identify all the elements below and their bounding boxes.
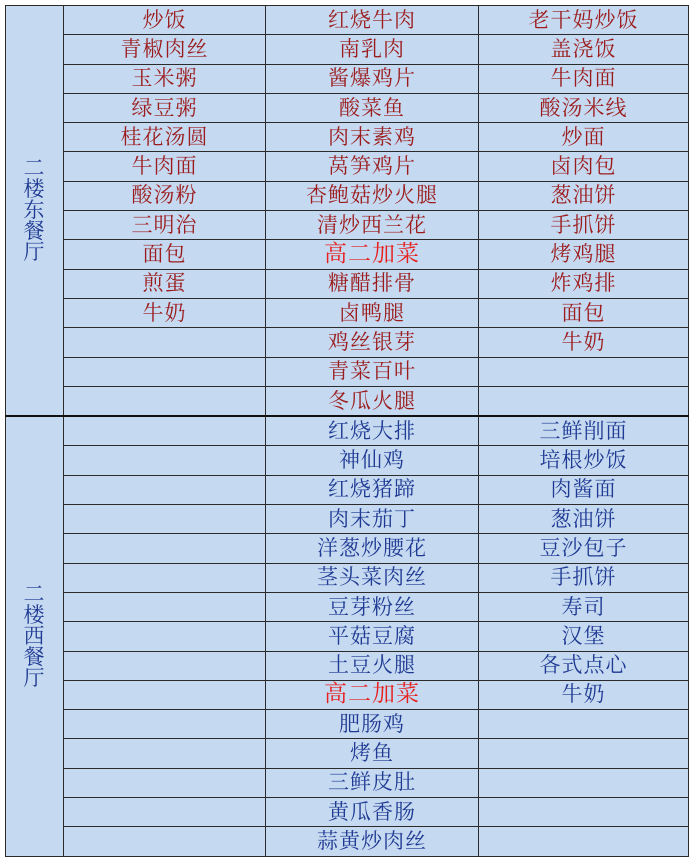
menu-row [6,35,689,64]
menu-cell: 各式点心 [479,651,689,680]
section-label-char: 楼 [23,602,46,627]
menu-cell: 寿司 [479,592,689,621]
menu-cell: 冬瓜火腿 [266,386,479,416]
section-label-char: 厅 [23,240,46,265]
menu-table [5,5,689,857]
menu-cell [64,416,266,446]
menu-row [6,475,689,504]
menu-cell [64,563,266,592]
menu-cell: 酸菜鱼 [266,93,479,122]
section-label-char: 东 [23,198,46,223]
menu-cell [479,739,689,768]
menu-cell [64,328,266,357]
menu-cell: 面包 [479,298,689,327]
menu-cell: 三鲜削面 [479,416,689,446]
menu-cell: 绿豆粥 [64,93,266,122]
section-label-char: 二 [23,156,46,181]
menu-cell: 葱油饼 [479,181,689,210]
menu-cell: 鸡丝银芽 [266,328,479,357]
menu-row [6,269,689,298]
menu-cell [479,357,689,386]
section-label-char: 二 [23,581,46,606]
menu-cell: 神仙鸡 [266,446,479,475]
menu-cell: 手抓饼 [479,563,689,592]
menu-cell [479,386,689,416]
menu-cell: 卤鸭腿 [266,298,479,327]
menu-cell: 牛肉面 [64,152,266,181]
menu-cell: 土豆火腿 [266,651,479,680]
menu-cell [64,475,266,504]
menu-cell [64,357,266,386]
menu-cell [64,739,266,768]
menu-cell [64,386,266,416]
menu-cell [479,710,689,739]
menu-row [6,505,689,534]
menu-cell: 三鲜皮肚 [266,768,479,797]
menu-cell: 盖浇饭 [479,35,689,64]
menu-cell [64,680,266,709]
menu-cell: 肉末茄丁 [266,505,479,534]
menu-cell: 糖醋排骨 [266,269,479,298]
menu-cell: 肥肠鸡 [266,710,479,739]
menu-cell: 炒面 [479,123,689,152]
menu-cell: 炸鸡排 [479,269,689,298]
menu-row [6,123,689,152]
menu-cell [64,505,266,534]
menu-cell [479,827,689,856]
menu-cell [64,827,266,856]
menu-row [6,240,689,269]
menu-row [6,386,689,416]
menu-row [6,592,689,621]
menu-row [6,416,689,446]
section-label-east [6,6,64,417]
section-label-char: 厅 [23,665,46,690]
menu-row [6,563,689,592]
menu-cell: 桂花汤圆 [64,123,266,152]
menu-cell: 烤鱼 [266,739,479,768]
menu-cell: 烤鸡腿 [479,240,689,269]
menu-cell: 酱爆鸡片 [266,64,479,93]
menu-cell: 黄瓜香肠 [266,798,479,827]
menu-cell: 肉酱面 [479,475,689,504]
menu-cell: 肉末素鸡 [266,123,479,152]
menu-cell: 高二加菜 [266,680,479,709]
menu-cell: 三明治 [64,211,266,240]
menu-row [6,298,689,327]
menu-cell: 牛奶 [64,298,266,327]
menu-cell: 炒饭 [64,6,266,35]
menu-cell: 老干妈炒饭 [479,6,689,35]
section-label-char: 西 [23,623,46,648]
menu-row [6,181,689,210]
menu-row [6,798,689,827]
menu-body [6,6,689,857]
menu-row [6,680,689,709]
section-label-char: 餐 [23,644,46,669]
menu-cell: 平菇豆腐 [266,622,479,651]
menu-cell: 清炒西兰花 [266,211,479,240]
menu-cell [64,592,266,621]
menu-cell: 豆沙包子 [479,534,689,563]
menu-cell: 汉堡 [479,622,689,651]
menu-cell: 青椒肉丝 [64,35,266,64]
menu-cell [64,710,266,739]
menu-row [6,357,689,386]
menu-cell: 牛奶 [479,328,689,357]
menu-cell: 洋葱炒腰花 [266,534,479,563]
menu-cell [64,622,266,651]
section-label-char: 餐 [23,219,46,244]
menu-cell: 牛肉面 [479,64,689,93]
menu-row [6,64,689,93]
section-label-char: 楼 [23,177,46,202]
menu-cell: 青菜百叶 [266,357,479,386]
menu-row [6,211,689,240]
menu-cell [64,446,266,475]
menu-cell: 葱油饼 [479,505,689,534]
menu-cell: 培根炒饭 [479,446,689,475]
menu-cell: 南乳肉 [266,35,479,64]
menu-row [6,827,689,856]
menu-row [6,651,689,680]
menu-cell: 杏鲍菇炒火腿 [266,181,479,210]
menu-cell [64,768,266,797]
menu-cell [479,768,689,797]
menu-cell [64,798,266,827]
menu-row [6,739,689,768]
menu-row [6,446,689,475]
menu-cell: 手抓饼 [479,211,689,240]
menu-cell: 红烧牛肉 [266,6,479,35]
menu-cell: 面包 [64,240,266,269]
menu-cell [479,798,689,827]
menu-row [6,710,689,739]
menu-cell: 豆芽粉丝 [266,592,479,621]
menu-row [6,93,689,122]
menu-cell: 酸汤米线 [479,93,689,122]
menu-row [6,622,689,651]
menu-cell [64,651,266,680]
menu-cell: 红烧大排 [266,416,479,446]
menu-row [6,152,689,181]
menu-cell [64,534,266,563]
menu-row [6,328,689,357]
menu-cell: 高二加菜 [266,240,479,269]
menu-row [6,534,689,563]
section-label-west [6,416,64,856]
menu-cell: 玉米粥 [64,64,266,93]
menu-cell: 莴笋鸡片 [266,152,479,181]
menu-cell: 红烧猪蹄 [266,475,479,504]
menu-cell: 煎蛋 [64,269,266,298]
menu-cell: 牛奶 [479,680,689,709]
menu-row [6,768,689,797]
menu-cell: 蒜黄炒肉丝 [266,827,479,856]
menu-cell: 酸汤粉 [64,181,266,210]
menu-cell: 卤肉包 [479,152,689,181]
menu-cell: 茎头菜肉丝 [266,563,479,592]
menu-row [6,6,689,35]
